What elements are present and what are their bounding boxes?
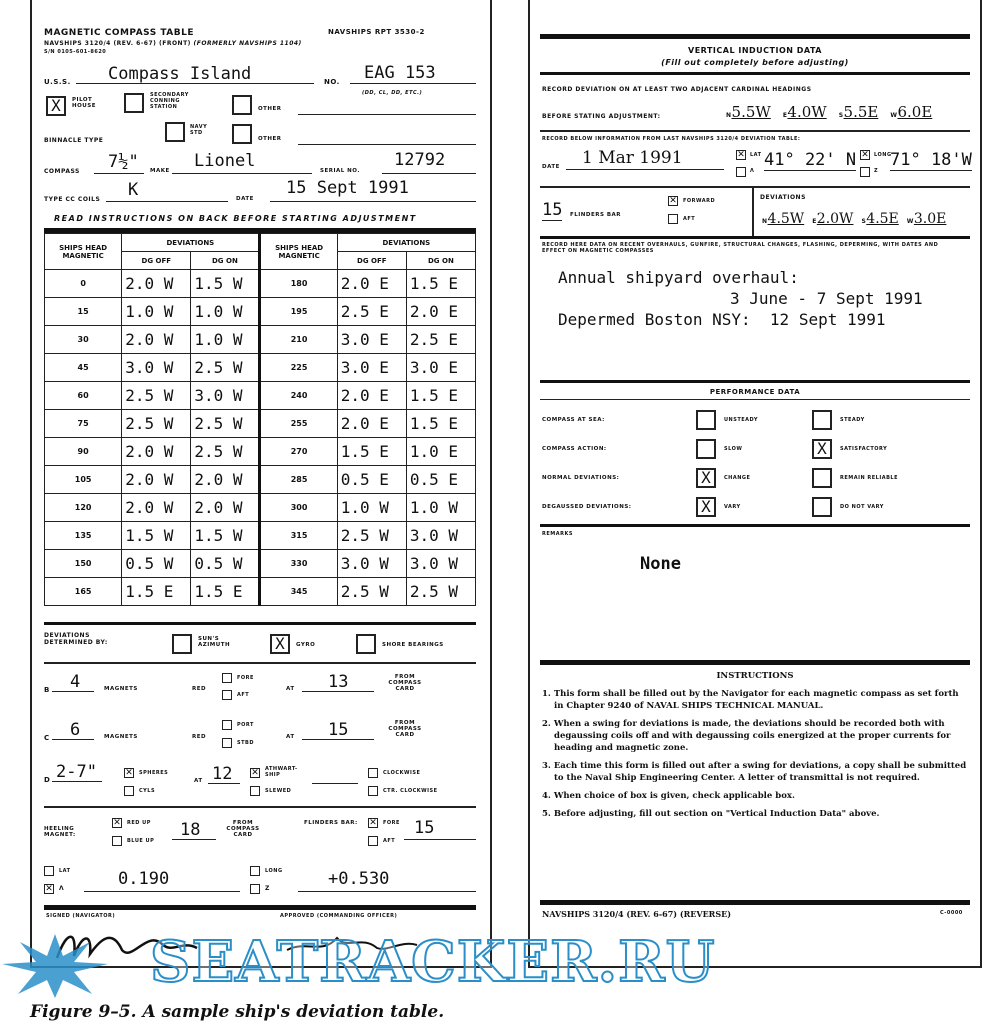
instructions-list <box>542 688 968 826</box>
deviation-cell: 2.0 W <box>122 466 191 494</box>
table-row <box>45 354 476 382</box>
binnacle-label: BINNACLE TYPE <box>44 137 104 144</box>
perf-option-a-checkbox[interactable] <box>696 410 716 430</box>
heading-cell: 270 <box>260 438 337 466</box>
table-row <box>45 270 476 298</box>
instruction-item: 4. When choice of box is given, check applicable box. <box>542 791 795 801</box>
deviation-cell: 1.5 E <box>406 382 475 410</box>
perf-option-a-label: VARY <box>724 504 741 510</box>
deviation-cell: 0.5 E <box>337 466 406 494</box>
athwartship-label: ATHWART-SHIP <box>265 766 298 778</box>
col-dg-off-2: DG OFF <box>337 252 406 270</box>
perf-option-a-label: SLOW <box>724 446 743 452</box>
table-row <box>45 326 476 354</box>
deviation-table-front <box>30 0 492 968</box>
slewed-checkbox[interactable] <box>250 786 260 796</box>
cardinal-value: 5.5E <box>843 103 879 121</box>
table-row <box>45 522 476 550</box>
cardinal-value: 4.5E <box>866 211 899 227</box>
heeling-from-card: FROM COMPASS CARD <box>226 820 260 838</box>
heading-cell: 135 <box>45 522 122 550</box>
c-magnets-label: MAGNETS <box>104 734 138 740</box>
suns-azimuth-label: SUN'S AZIMUTH <box>198 636 231 648</box>
d-at-label: AT <box>194 778 203 784</box>
cardinal-label: N <box>762 218 768 225</box>
athwartship-checkbox[interactable]: ✕ <box>251 768 259 778</box>
form-date: 15 Sept 1991 <box>286 178 409 198</box>
pilot-house-checkbox[interactable]: X <box>46 96 66 116</box>
heading-cell: 0 <box>45 270 122 298</box>
vid-date: 1 Mar 1991 <box>582 148 683 168</box>
suns-azimuth-checkbox[interactable] <box>172 634 192 654</box>
table-row <box>45 550 476 578</box>
coils-label: TYPE CC COILS <box>44 196 101 203</box>
deviation-cell: 2.0 E <box>337 410 406 438</box>
deviation-cell: 2.5 W <box>122 410 191 438</box>
deviation-cell: 2.5 W <box>337 522 406 550</box>
heading-cell: 45 <box>45 354 122 382</box>
performance-title: PERFORMANCE DATA <box>709 388 801 396</box>
cardinal-value: 5.5W <box>731 103 771 121</box>
b-fore-checkbox[interactable] <box>222 673 232 683</box>
perf-option-b-checkbox[interactable] <box>812 468 832 488</box>
gyro-label: GYRO <box>296 642 316 648</box>
deviation-cell: 2.0 W <box>122 438 191 466</box>
col-deviations: DEVIATIONS <box>122 234 260 252</box>
cardinal-deviation <box>726 102 771 121</box>
deviation-cell: 1.0 W <box>122 298 191 326</box>
c-port-checkbox[interactable] <box>222 720 232 730</box>
deviation-cell: 3.0 W <box>406 522 475 550</box>
heading-cell: 255 <box>260 410 337 438</box>
long-z-label: Z <box>874 168 879 174</box>
b-fore-label: FORE <box>237 675 254 681</box>
cardinal-deviation <box>783 102 827 121</box>
long-z-checkbox[interactable] <box>860 167 870 177</box>
col-ships-head: SHIPS HEAD MAGNETIC <box>45 234 122 270</box>
z-value: +0.530 <box>328 869 390 889</box>
read-instructions: READ INSTRUCTIONS ON BACK BEFORE STARTING ADJUSTMENT <box>54 214 417 223</box>
blue-up-checkbox[interactable] <box>112 836 122 846</box>
vid-flinders-value: 15 <box>542 200 563 220</box>
deviation-cell: 2.0 E <box>337 382 406 410</box>
heading-cell: 90 <box>45 438 122 466</box>
b-label: B <box>44 686 50 694</box>
c-port-label: PORT <box>237 722 254 728</box>
deviation-cell: 3.0 E <box>337 326 406 354</box>
deviation-cell: 1.0 E <box>406 438 475 466</box>
serial-label: SERIAL NO. <box>320 168 360 174</box>
record-last-table-label: RECORD BELOW INFORMATION FROM LAST NAVSHIPS 3120/4 DEVIATION TABLE: <box>542 136 801 142</box>
perf-label: DEGAUSSED DEVIATIONS: <box>542 504 632 510</box>
deviation-cell: 2.0 W <box>122 270 191 298</box>
lat-checkbox[interactable] <box>44 866 54 876</box>
heading-cell: 345 <box>260 578 337 606</box>
shore-bearings-checkbox[interactable] <box>356 634 376 654</box>
binnacle-other-checkbox[interactable] <box>232 124 252 144</box>
navy-std-label: NAVY STD <box>190 124 208 136</box>
perf-option-b-checkbox[interactable] <box>812 497 832 517</box>
navy-std-checkbox[interactable] <box>165 122 185 142</box>
c-at-label: AT <box>286 734 295 740</box>
before-deviations <box>726 102 932 121</box>
determined-by-label: DEVIATIONS DETERMINED BY: <box>44 632 108 646</box>
perf-option-b-label: DO NOT VARY <box>840 504 884 510</box>
cardinal-label: E <box>782 112 788 119</box>
compass-label: COMPASS <box>44 168 80 175</box>
cyls-checkbox[interactable] <box>124 786 134 796</box>
col-ships-head-2: SHIPS HEAD MAGNETIC <box>260 234 337 270</box>
heading-cell: 75 <box>45 410 122 438</box>
instruction-item: 2. When a swing for deviations is made, the deviations should be recorded both with degaussing coils off and with degaussing coils energized at the proper currents for heading and magnetic zone. <box>542 719 951 753</box>
perf-option-a-checkbox[interactable]: X <box>696 468 716 488</box>
deviation-cell: 2.5 W <box>191 354 260 382</box>
vid-deviations-label: DEVIATIONS <box>760 194 806 201</box>
heading-cell: 150 <box>45 550 122 578</box>
perf-label: COMPASS ACTION: <box>542 446 607 452</box>
heading-cell: 240 <box>260 382 337 410</box>
heeling-at-value: 18 <box>180 820 201 840</box>
perf-label: NORMAL DEVIATIONS: <box>542 475 620 481</box>
aft-label: AFT <box>683 216 696 222</box>
deviation-cell: 1.0 W <box>406 494 475 522</box>
heading-cell: 300 <box>260 494 337 522</box>
cardinal-label: E <box>812 218 817 225</box>
c-magnets: 6 <box>70 720 81 740</box>
deviation-cell: 1.5 E <box>191 578 260 606</box>
serial-number: 12792 <box>394 150 446 170</box>
record-cardinal-label: RECORD DEVIATION ON AT LEAST TWO ADJACENT CARDINAL HEADINGS <box>542 86 812 93</box>
perf-option-a-label: CHANGE <box>724 475 751 481</box>
cardinal-label: S <box>861 218 867 225</box>
heading-cell: 285 <box>260 466 337 494</box>
deviation-cell: 2.5 E <box>406 326 475 354</box>
heading-cell: 15 <box>45 298 122 326</box>
form-title: MAGNETIC COMPASS TABLE <box>44 28 195 38</box>
cardinal-label: N <box>726 112 732 119</box>
ctr-clockwise-checkbox[interactable] <box>368 786 378 796</box>
heeling-magnet-label: HEELING MAGNET: <box>44 826 76 838</box>
perf-option-b-checkbox[interactable] <box>812 410 832 430</box>
clockwise-checkbox[interactable] <box>368 768 378 778</box>
formerly-text: (FORMERLY NAVSHIPS 1104) <box>193 40 302 47</box>
deviation-cell: 0.5 E <box>406 466 475 494</box>
deviation-cell: 1.5 E <box>337 438 406 466</box>
lambda-label: Λ <box>59 885 65 892</box>
deviation-cell: 2.5 W <box>122 382 191 410</box>
flinders-aft-checkbox[interactable] <box>368 836 378 846</box>
deviation-cell: 1.5 W <box>191 522 260 550</box>
cardinal-deviation <box>839 102 879 121</box>
lat-lambda-checkbox[interactable] <box>736 167 746 177</box>
deviation-cell: 0.5 W <box>122 550 191 578</box>
deviation-cell: 2.0 W <box>191 494 260 522</box>
lat-label: LAT <box>750 152 762 158</box>
col-deviations-2: DEVIATIONS <box>337 234 475 252</box>
deviation-cell: 2.5 E <box>337 298 406 326</box>
b-magnets-label: MAGNETS <box>104 686 138 692</box>
red-up-label: RED UP <box>127 820 151 826</box>
record-overhaul-label: RECORD HERE DATA ON RECENT OVERHAULS, GUNFIRE, STRUCTURAL CHANGES, FLASHING, DEPERMING, WITH DATES AND EFFECT ON MAGNETIC COMPASSES <box>542 242 939 254</box>
c-stbd-checkbox[interactable] <box>222 738 232 748</box>
shore-bearings-label: SHORE BEARINGS <box>382 642 444 648</box>
vid-title: VERTICAL INDUCTION DATA <box>688 46 822 55</box>
heading-cell: 180 <box>260 270 337 298</box>
b-aft-checkbox[interactable] <box>222 690 232 700</box>
cardinal-value: 2.0W <box>816 211 854 227</box>
deviation-cell: 3.0 E <box>337 354 406 382</box>
blue-up-label: BLUE UP <box>127 838 155 844</box>
pilot-house-label: PILOT HOUSE <box>72 97 96 109</box>
deviation-cell: 2.0 W <box>122 494 191 522</box>
secondary-label: SECONDARY CONNING STATION <box>150 92 189 110</box>
deviation-cell: 2.0 E <box>406 298 475 326</box>
latitude-value: 41° 22' N <box>764 150 857 170</box>
c-at-value: 15 <box>328 720 349 740</box>
deviation-cell: 1.5 E <box>122 578 191 606</box>
vid-deviations <box>762 208 946 227</box>
longitude-value: 71° 18'W <box>890 150 972 170</box>
cardinal-value: 6.0E <box>897 103 933 121</box>
red-up-checkbox[interactable]: ✕ <box>113 818 121 828</box>
watermark: SEATRACKER.RU <box>150 929 716 995</box>
heading-cell: 30 <box>45 326 122 354</box>
table-row <box>45 578 476 606</box>
perf-label: COMPASS AT SEA: <box>542 417 605 423</box>
c-red-label: RED <box>192 734 207 740</box>
cardinal-value: 4.0W <box>787 103 827 121</box>
lambda-value: 0.190 <box>118 869 170 889</box>
lat-label: LAT <box>59 868 71 874</box>
make-label: MAKE <box>150 168 170 174</box>
long-w-checkbox[interactable]: ✕ <box>861 150 869 160</box>
hull-hint: (DD, CL, DD, ETC.) <box>362 90 423 96</box>
flinders-fore-label: FORE <box>383 820 400 826</box>
deviation-cell: 2.0 W <box>122 326 191 354</box>
deviation-cell: 3.0 W <box>122 354 191 382</box>
heading-cell: 195 <box>260 298 337 326</box>
table-row <box>45 494 476 522</box>
deviation-cell: 1.0 W <box>191 326 260 354</box>
stock-number: S/N 0105-601-8620 <box>44 49 107 55</box>
note-overhaul-dates: 3 June - 7 Sept 1991 <box>730 289 923 308</box>
flinders-aft-label: AFT <box>383 838 396 844</box>
cardinal-label: W <box>890 112 898 119</box>
forward-checkbox[interactable]: ✕ <box>669 196 677 206</box>
deviation-table <box>44 233 476 606</box>
other-location-checkbox[interactable] <box>232 95 252 115</box>
cardinal-deviation <box>907 208 947 227</box>
lat-n-checkbox[interactable]: ✕ <box>737 150 745 160</box>
spheres-checkbox[interactable]: ✕ <box>125 768 133 778</box>
c-label: C <box>44 734 50 742</box>
form-ref: NAVSHIPS RPT 3530-2 <box>328 28 425 36</box>
compass-make: Lionel <box>194 151 256 171</box>
deviation-cell: 2.5 W <box>337 578 406 606</box>
figure-caption: Figure 9–5. A sample ship's deviation table. <box>30 1002 445 1022</box>
binnacle-other-label: OTHER <box>258 136 282 142</box>
no-label: NO. <box>324 78 340 86</box>
instruction-item: 1. This form shall be filled out by the Navigator for each magnetic compass as set forth in Chapter 9240 of NAVAL SHIPS TECHNICAL MANUAL. <box>542 689 959 711</box>
heading-cell: 330 <box>260 550 337 578</box>
instructions-title: INSTRUCTIONS <box>716 671 794 681</box>
remarks-value: None <box>640 554 681 574</box>
col-dg-off: DG OFF <box>122 252 191 270</box>
deviation-cell: 1.5 W <box>122 522 191 550</box>
perf-option-a-label: UNSTEADY <box>724 417 758 423</box>
remarks-label: REMARKS <box>542 531 573 537</box>
b-at-label: AT <box>286 686 295 692</box>
b-aft-label: AFT <box>237 692 250 698</box>
perf-option-a-checkbox[interactable] <box>696 439 716 459</box>
d-at-value: 12 <box>212 764 233 784</box>
clockwise-label: CLOCKWISE <box>383 770 421 776</box>
heading-cell: 105 <box>45 466 122 494</box>
cardinal-deviation <box>762 208 804 227</box>
cardinal-label: S <box>838 112 844 119</box>
secondary-conning-checkbox[interactable] <box>124 93 144 113</box>
aft-checkbox[interactable] <box>668 214 678 224</box>
deviation-cell: 1.0 W <box>191 298 260 326</box>
deviation-cell: 3.0 W <box>406 550 475 578</box>
deviation-cell: 1.5 E <box>406 410 475 438</box>
heading-cell: 315 <box>260 522 337 550</box>
heading-cell: 60 <box>45 382 122 410</box>
coils-type: K <box>128 180 139 200</box>
note-overhaul: Annual shipyard overhaul: <box>558 268 799 287</box>
cardinal-value: 3.0E <box>913 211 947 227</box>
signed-label: SIGNED (NAVIGATOR) <box>46 913 116 919</box>
instruction-item: 3. Each time this form is filled out after a swing for deviations, a copy shall be submitted to the Naval Ship Engineering Center. A letter of transmittal is not required. <box>542 761 967 783</box>
long-checkbox[interactable] <box>250 866 260 876</box>
perf-option-b-label: STEADY <box>840 417 865 423</box>
hull-number: EAG 153 <box>364 63 436 83</box>
reverse-footer: NAVSHIPS 3120/4 (REV. 6-67) (REVERSE) <box>542 909 731 919</box>
b-at-value: 13 <box>328 672 349 692</box>
before-adjustment-label: BEFORE STATING ADJUSTMENT: <box>542 113 661 120</box>
deviation-table-reverse <box>528 0 982 968</box>
vid-subtitle: (Fill out completely before adjusting) <box>661 58 849 67</box>
table-row <box>45 466 476 494</box>
deviation-cell: 2.0 E <box>337 270 406 298</box>
instruction-item: 5. Before adjusting, fill out section on "Vertical Induction Data" above. <box>542 809 880 819</box>
table-row <box>45 382 476 410</box>
deviation-cell: 2.5 W <box>406 578 475 606</box>
forward-label: FORWARD <box>683 198 716 204</box>
note-depermed: Depermed Boston NSY: 12 Sept 1991 <box>558 310 886 329</box>
deviation-cell: 2.5 W <box>191 410 260 438</box>
b-from-card: FROM COMPASS CARD <box>388 674 422 692</box>
cardinal-deviation <box>861 208 898 227</box>
table-row <box>45 410 476 438</box>
footer-code: C-0000 <box>940 910 963 916</box>
table-row <box>45 438 476 466</box>
compass-size: 7½" <box>108 152 139 172</box>
deviation-cell: 1.5 W <box>191 270 260 298</box>
b-red-label: RED <box>192 686 207 692</box>
deviation-cell: 2.0 W <box>191 466 260 494</box>
form-number <box>44 40 302 47</box>
deviation-cell: 2.5 W <box>191 438 260 466</box>
flinders-fore-checkbox[interactable]: ✕ <box>369 818 377 828</box>
lambda-checkbox[interactable]: ✕ <box>45 884 53 894</box>
lat-lambda-label: Λ <box>750 168 755 174</box>
slewed-label: SLEWED <box>265 788 292 794</box>
b-magnets: 4 <box>70 672 81 692</box>
perf-option-b-checkbox[interactable]: X <box>812 439 832 459</box>
approved-label: APPROVED (COMMANDING OFFICER) <box>280 913 398 919</box>
heading-cell: 165 <box>45 578 122 606</box>
deviation-cell: 3.0 W <box>191 382 260 410</box>
deviation-cell: 0.5 W <box>191 550 260 578</box>
cardinal-value: 4.5W <box>767 211 805 227</box>
uss-label: U.S.S. <box>44 78 71 86</box>
vid-flinders-label: FLINDERS BAR <box>570 212 622 218</box>
perf-option-b-label: SATISFACTORY <box>840 446 888 452</box>
long-label: LONG <box>874 152 892 158</box>
deviation-cell: 3.0 W <box>337 550 406 578</box>
heading-cell: 210 <box>260 326 337 354</box>
flinders-value: 15 <box>414 818 435 838</box>
c-from-card: FROM COMPASS CARD <box>388 720 422 738</box>
other-label: OTHER <box>258 106 282 112</box>
perf-option-a-checkbox[interactable]: X <box>696 497 716 517</box>
cyls-label: CYLS <box>139 788 156 794</box>
z-label: Z <box>265 885 270 892</box>
ship-name: Compass Island <box>108 64 252 84</box>
heading-cell: 120 <box>45 494 122 522</box>
col-dg-on-2: DG ON <box>406 252 475 270</box>
heading-cell: 225 <box>260 354 337 382</box>
d-sphere-size: 2-7" <box>56 762 97 782</box>
d-label: D <box>44 776 51 784</box>
gyro-checkbox[interactable]: X <box>270 634 290 654</box>
cardinal-deviation <box>812 208 853 227</box>
long-label: LONG <box>265 868 283 874</box>
ctr-clockwise-label: CTR. CLOCKWISE <box>383 788 438 794</box>
vid-date-label: DATE <box>542 164 560 170</box>
cardinal-deviation <box>890 102 932 121</box>
deviation-cell: 1.5 E <box>406 270 475 298</box>
deviation-cell: 1.0 W <box>337 494 406 522</box>
watermark-starburst-icon <box>0 932 110 1000</box>
spheres-label: SPHERES <box>139 770 169 776</box>
deviation-cell: 3.0 E <box>406 354 475 382</box>
flinders-label: FLINDERS BAR: <box>304 820 358 826</box>
perf-option-b-label: REMAIN RELIABLE <box>840 475 898 481</box>
c-stbd-label: STBD <box>237 740 254 746</box>
col-dg-on: DG ON <box>191 252 260 270</box>
cardinal-label: W <box>906 218 914 225</box>
table-row <box>45 298 476 326</box>
z-checkbox[interactable] <box>250 884 260 894</box>
form-number-text: NAVSHIPS 3120/4 (REV. 6-67) (FRONT) <box>44 40 191 47</box>
date-label: DATE <box>236 196 254 202</box>
